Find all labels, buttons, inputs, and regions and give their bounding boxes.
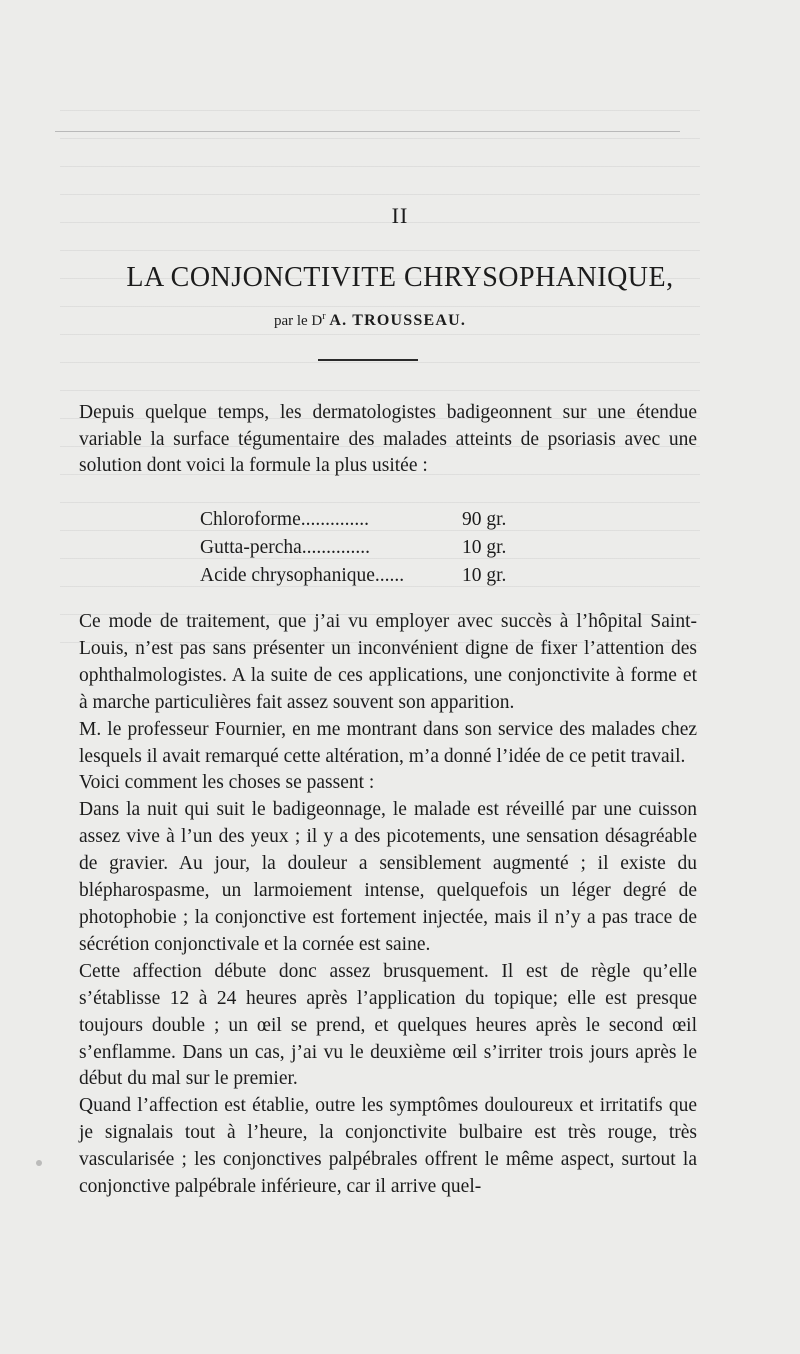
paper-speck	[36, 1160, 42, 1166]
byline-prefix: par le D	[273, 313, 323, 329]
intro-paragraph: Depuis quelque temps, les dermatologistes badigeonnent sur une étendue variable la surface tégumentaire des malades atteints de psoriasis avec une solution dont voici la formule la plus usitée :	[79, 402, 697, 477]
paragraph: M. le professeur Fournier, en me montrant dans son service des malades chez lesquels il avait remarqué cette altération, m’a donné l’idée de ce petit travail.	[79, 718, 697, 767]
body-text	[79, 609, 697, 1201]
section-numeral: II	[391, 203, 409, 228]
formula-ingredient: Gutta-percha..............	[200, 537, 371, 558]
article-title: LA CONJONCTIVITE CHRYSOPHANIQUE,	[126, 262, 674, 293]
header-rule	[55, 131, 680, 132]
byline	[0, 311, 740, 330]
paragraph: Dans la nuit qui suit le badigeonnage, le malade est réveillé par une cuisson assez vive à l’un des yeux ; il y a des picotements, une sensation désagréable de gravier. Au jour, la douleur a sensiblement augmenté ; il existe du blépharospasme, un larmoiement intense, quelquefois un léger degré de photophobie ; la conjonctive est fortement injectée, mais il n’y a pas trace de sécrétion conjonctivale et la cornée est saine.	[79, 799, 697, 955]
paragraph: Cette affection débute donc assez brusquement. Il est de règle qu’elle s’établisse 12 à 24 heures après l’application du topique; elle est presque toujours double ; un œil se prend, et quelques heures après le second œil s’enflamme. Dans un cas, j’ai vu le deuxième œil s’irriter trois jours après le début du mal sur le premier.	[79, 960, 697, 1090]
formula-ingredient: Chloroforme..............	[200, 509, 369, 530]
paragraph: Quand l’affection est établie, outre les symptômes douloureux et irritatifs que je signalais tout à l’heure, la conjonctivite bulbaire est très rouge, très vascularisée ; les conjonctives palpébrales offrent le même aspect, surtout la conjonctive palpébrale inférieure, car il arrive quel-	[79, 1095, 697, 1198]
paragraph: Ce mode de traitement, que j’ai vu employer avec succès à l’hôpital Saint-Louis, n’est pas sans présenter un inconvénient digne de fixer l’attention des ophthalmologistes. A la suite de ces applications, une conjonctivite à forme et à marche particulières fait assez souvent son apparition.	[79, 611, 697, 713]
formula-row	[200, 506, 532, 534]
formula-quantity: 90 gr.	[462, 509, 507, 530]
formula-row	[200, 534, 532, 562]
byline-sup: r	[322, 311, 326, 322]
formula-ingredient: Acide chrysophanique......	[200, 565, 405, 586]
formula-table	[200, 506, 532, 590]
paragraph: Voici comment les choses se passent :	[79, 772, 375, 794]
formula-quantity: 10 gr.	[462, 537, 507, 558]
title-divider	[318, 359, 418, 361]
formula-quantity: 10 gr.	[462, 565, 507, 586]
byline-author: A. TROUSSEAU.	[329, 312, 467, 329]
formula-row	[200, 562, 532, 590]
